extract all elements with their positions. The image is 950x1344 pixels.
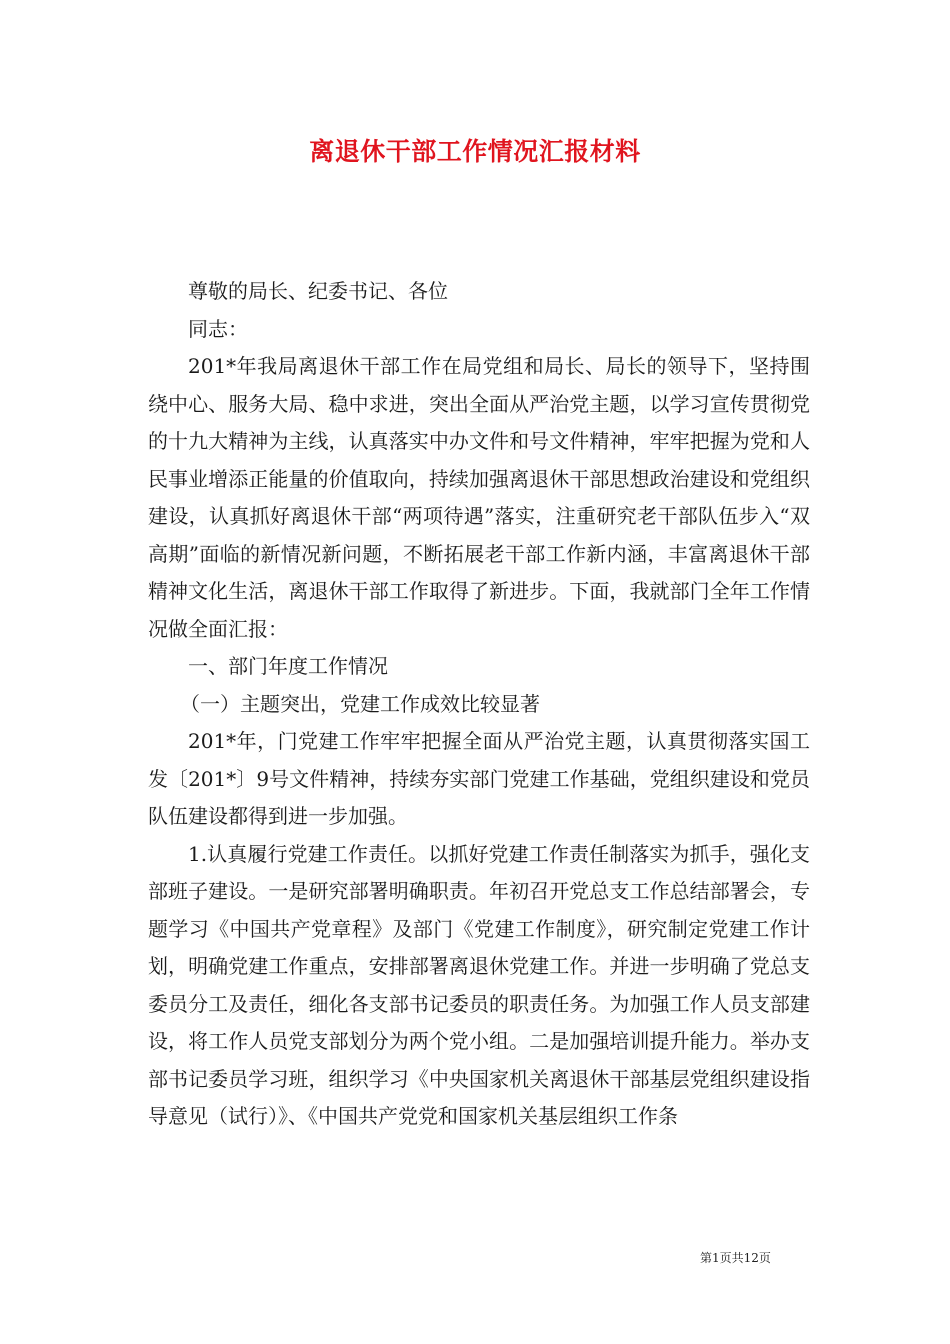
responsibility-paragraph: 1.认真履行党建工作责任。以抓好党建工作责任制落实为抓手，强化支部班子建设。一是研究部署明确职责。年初召开党总支工作总结部署会，专题学习《中国共产党章程》及部门《党建工作制度》，研究制定党建工作计划，明确党建工作重点，安排部署离退休党建工作。并进一步明确了党总支委员分工及责任，细化各支部书记委员的职责任务。为加强工作人员支部建设，将工作人员党支部划分为两个党小组。二是加强培训提升能力。举办支部书记委员学习班，组织学习《中央国家机关离退休干部基层党组织建设指导意见（试行）》、《中国共产党党和国家机关基层组织工作条 bbox=[148, 841, 810, 1128]
subsection-heading: （一）主题突出，党建工作成效比较显著 bbox=[180, 691, 540, 716]
document-body bbox=[148, 273, 810, 1136]
section-heading: 一、部门年度工作情况 bbox=[188, 654, 388, 678]
document-title: 离退休干部工作情况汇报材料 bbox=[309, 137, 641, 166]
party-building-paragraph: 201*年，门党建工作牢牢把握全面从严治党主题，认真贯彻落实国工发〔201*〕9号文件精神，持续夯实部门党建工作基础，党组织建设和党员队伍建设都得到进一步加强。 bbox=[148, 729, 810, 828]
intro-paragraph: 201*年我局离退休干部工作在局党组和局长、局长的领导下，坚持围绕中心、服务大局、稳中求进，突出全面从严治党主题，以学习宣传贯彻党的十九大精神为主线，认真落实中办文件和号文件精神，牢牢把握为党和人民事业增添正能量的价值取向，持续加强离退休干部思想政治建设和党组织建设，认真抓好离退休干部“两项待遇”落实，注重研究老干部队伍步入“双高期”面临的新情况新问题，不断拓展老干部工作新内涵，丰富离退休干部精神文化生活，离退休干部工作取得了新进步。下面，我就部门全年工作情况做全面汇报： bbox=[148, 354, 810, 641]
salutation-line-2: 同志： bbox=[188, 316, 248, 341]
page-number: 第1页共12页 bbox=[700, 1251, 771, 1265]
salutation-line-1: 尊敬的局长、纪委书记、各位 bbox=[188, 279, 448, 303]
